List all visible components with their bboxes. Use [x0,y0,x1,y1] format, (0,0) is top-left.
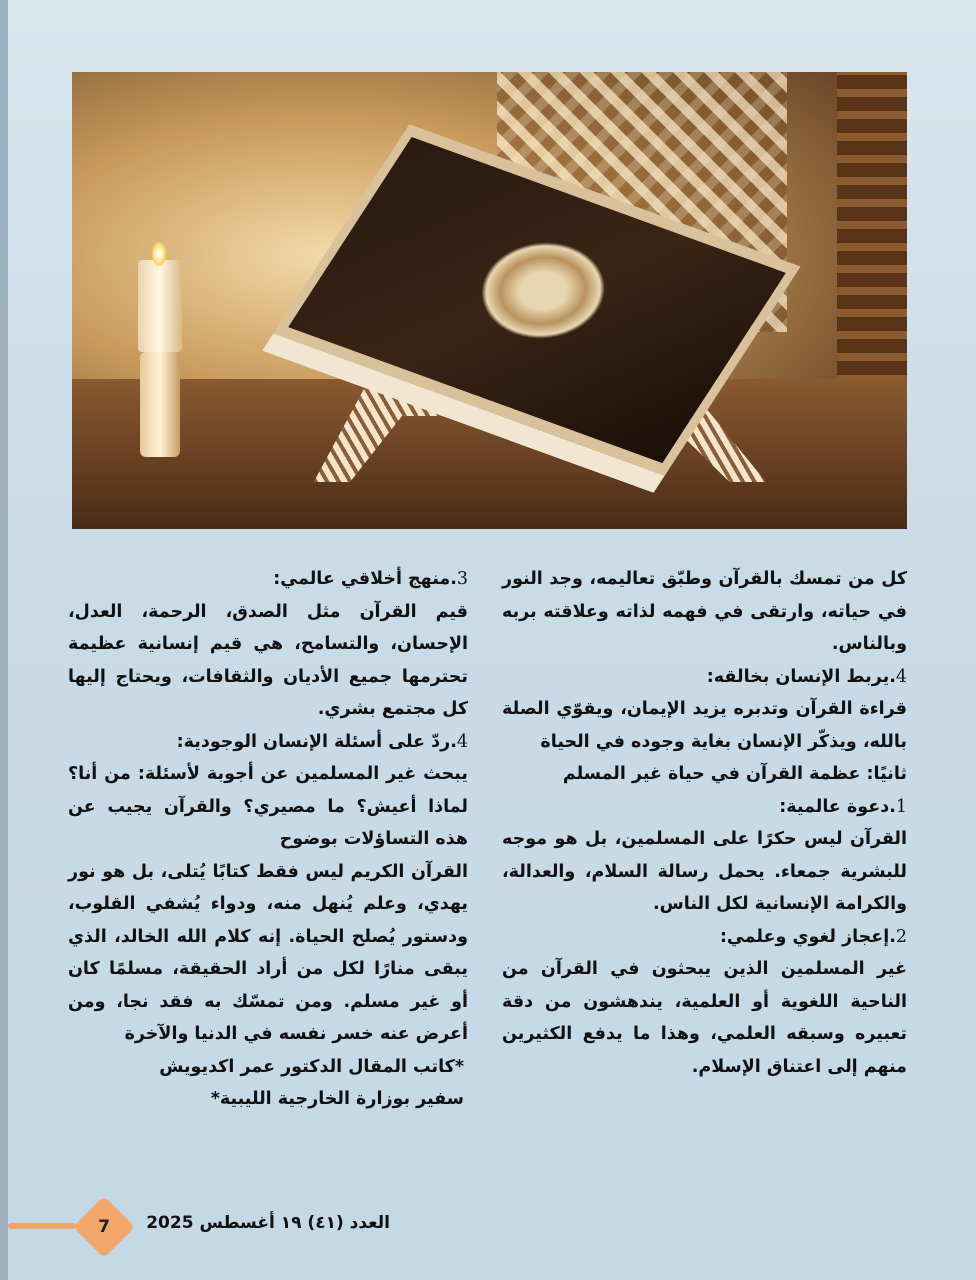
left-column [68,563,468,1116]
right-column [502,563,907,1083]
paragraph-item2: غير المسلمين الذين يبحثون في القرآن من الناحية اللغوية أو العلمية، يندهشون من دقة تعبيره وسبقه العلمي، وهذا ما يدفع الكثيرين منهم إلى اعتناق الإسلام. [502,959,907,1077]
heading-item4 [502,661,907,694]
heading-title: .منهج أخلاقي عالمي: [273,569,457,589]
candle-holder [140,352,180,457]
candle-flame [152,242,166,266]
page-edge [0,0,8,1280]
heading-number: 1 [895,796,907,817]
heading-item4-left [68,726,468,759]
intro-paragraph: كل من تمسك بالقرآن وطبّق تعاليمه، وجد النور في حياته، وارتقى في فهمه لذاته وعلاقته بربه وبالناس. [502,569,907,654]
quran-photo [72,72,907,529]
heading-title: .إعجاز لغوي وعلمي: [719,926,896,947]
heading-title: .دعوة عالمية: [779,796,896,817]
candle [138,260,182,352]
author-credit: *كاتب المقال الدكتور عمر اكديويش [159,1056,464,1077]
closing-paragraph: القرآن الكريم ليس فقط كتابًا يُتلى، بل هو نور يهدي، وعلم يُنهل منه، ودواء يُشفي القلوب، ودستور يُصلح الحياة. إنه كلام الله الخالد، الذي يبقى منارًا لكل من أراد الحقيقة، مسلمًا كان أو غير مسلم. ومن تمسّك به فقد نجا، ومن أعرض عنه خسر نفسه في الدنيا والآخرة [68,861,468,1044]
page-number: 7 [98,1217,110,1237]
paragraph-item1: القرآن ليس حكرًا على المسلمين، بل هو موجه للبشرية جمعاء. يحمل رسالة السلام، والعدالة، والكرامة الإنسانية لكل الناس. [502,829,907,914]
author-title: سفير بوزارة الخارجية الليبية* [210,1089,464,1109]
heading-number: 2 [895,926,907,947]
paragraph-item4: قراءة القرآن وتدبره يزيد الإيمان، ويقوّي الصلة بالله، ويذكّر الإنسان بغاية وجوده في الحياة [502,699,907,752]
heading-number: 4 [895,666,907,687]
paragraph-item3: قيم القرآن مثل الصدق، الرحمة، العدل، الإحسان، والتسامح، هي قيم إنسانية عظيمة تحترمها جميع الأديان والثقافات، ويحتاج إليها كل مجتمع بشري. [68,601,468,719]
footer-accent-bar [8,1223,76,1229]
paragraph-item4-left: يبحث غير المسلمين عن أجوبة لأسئلة: من أنا؟ لماذا أعيش؟ ما مصيري؟ والقرآن يجيب عن هذه التساؤلات بوضوح [68,764,468,849]
heading-number: 3 [456,569,468,589]
heading-item2 [502,921,907,954]
heading-title: .يربط الإنسان بخالقه: [706,666,896,687]
issue-date: العدد (٤١) ١٩ أغسطس 2025 [146,1213,390,1233]
heading-item1 [502,791,907,824]
section2-heading: ثانيًا: عظمة القرآن في حياة غير المسلم [562,764,907,784]
heading-title: .ردّ على أسئلة الإنسان الوجودية: [176,731,457,752]
heading-number: 4 [456,731,468,752]
cover-medallion [453,221,634,359]
heading-item3 [68,563,468,596]
